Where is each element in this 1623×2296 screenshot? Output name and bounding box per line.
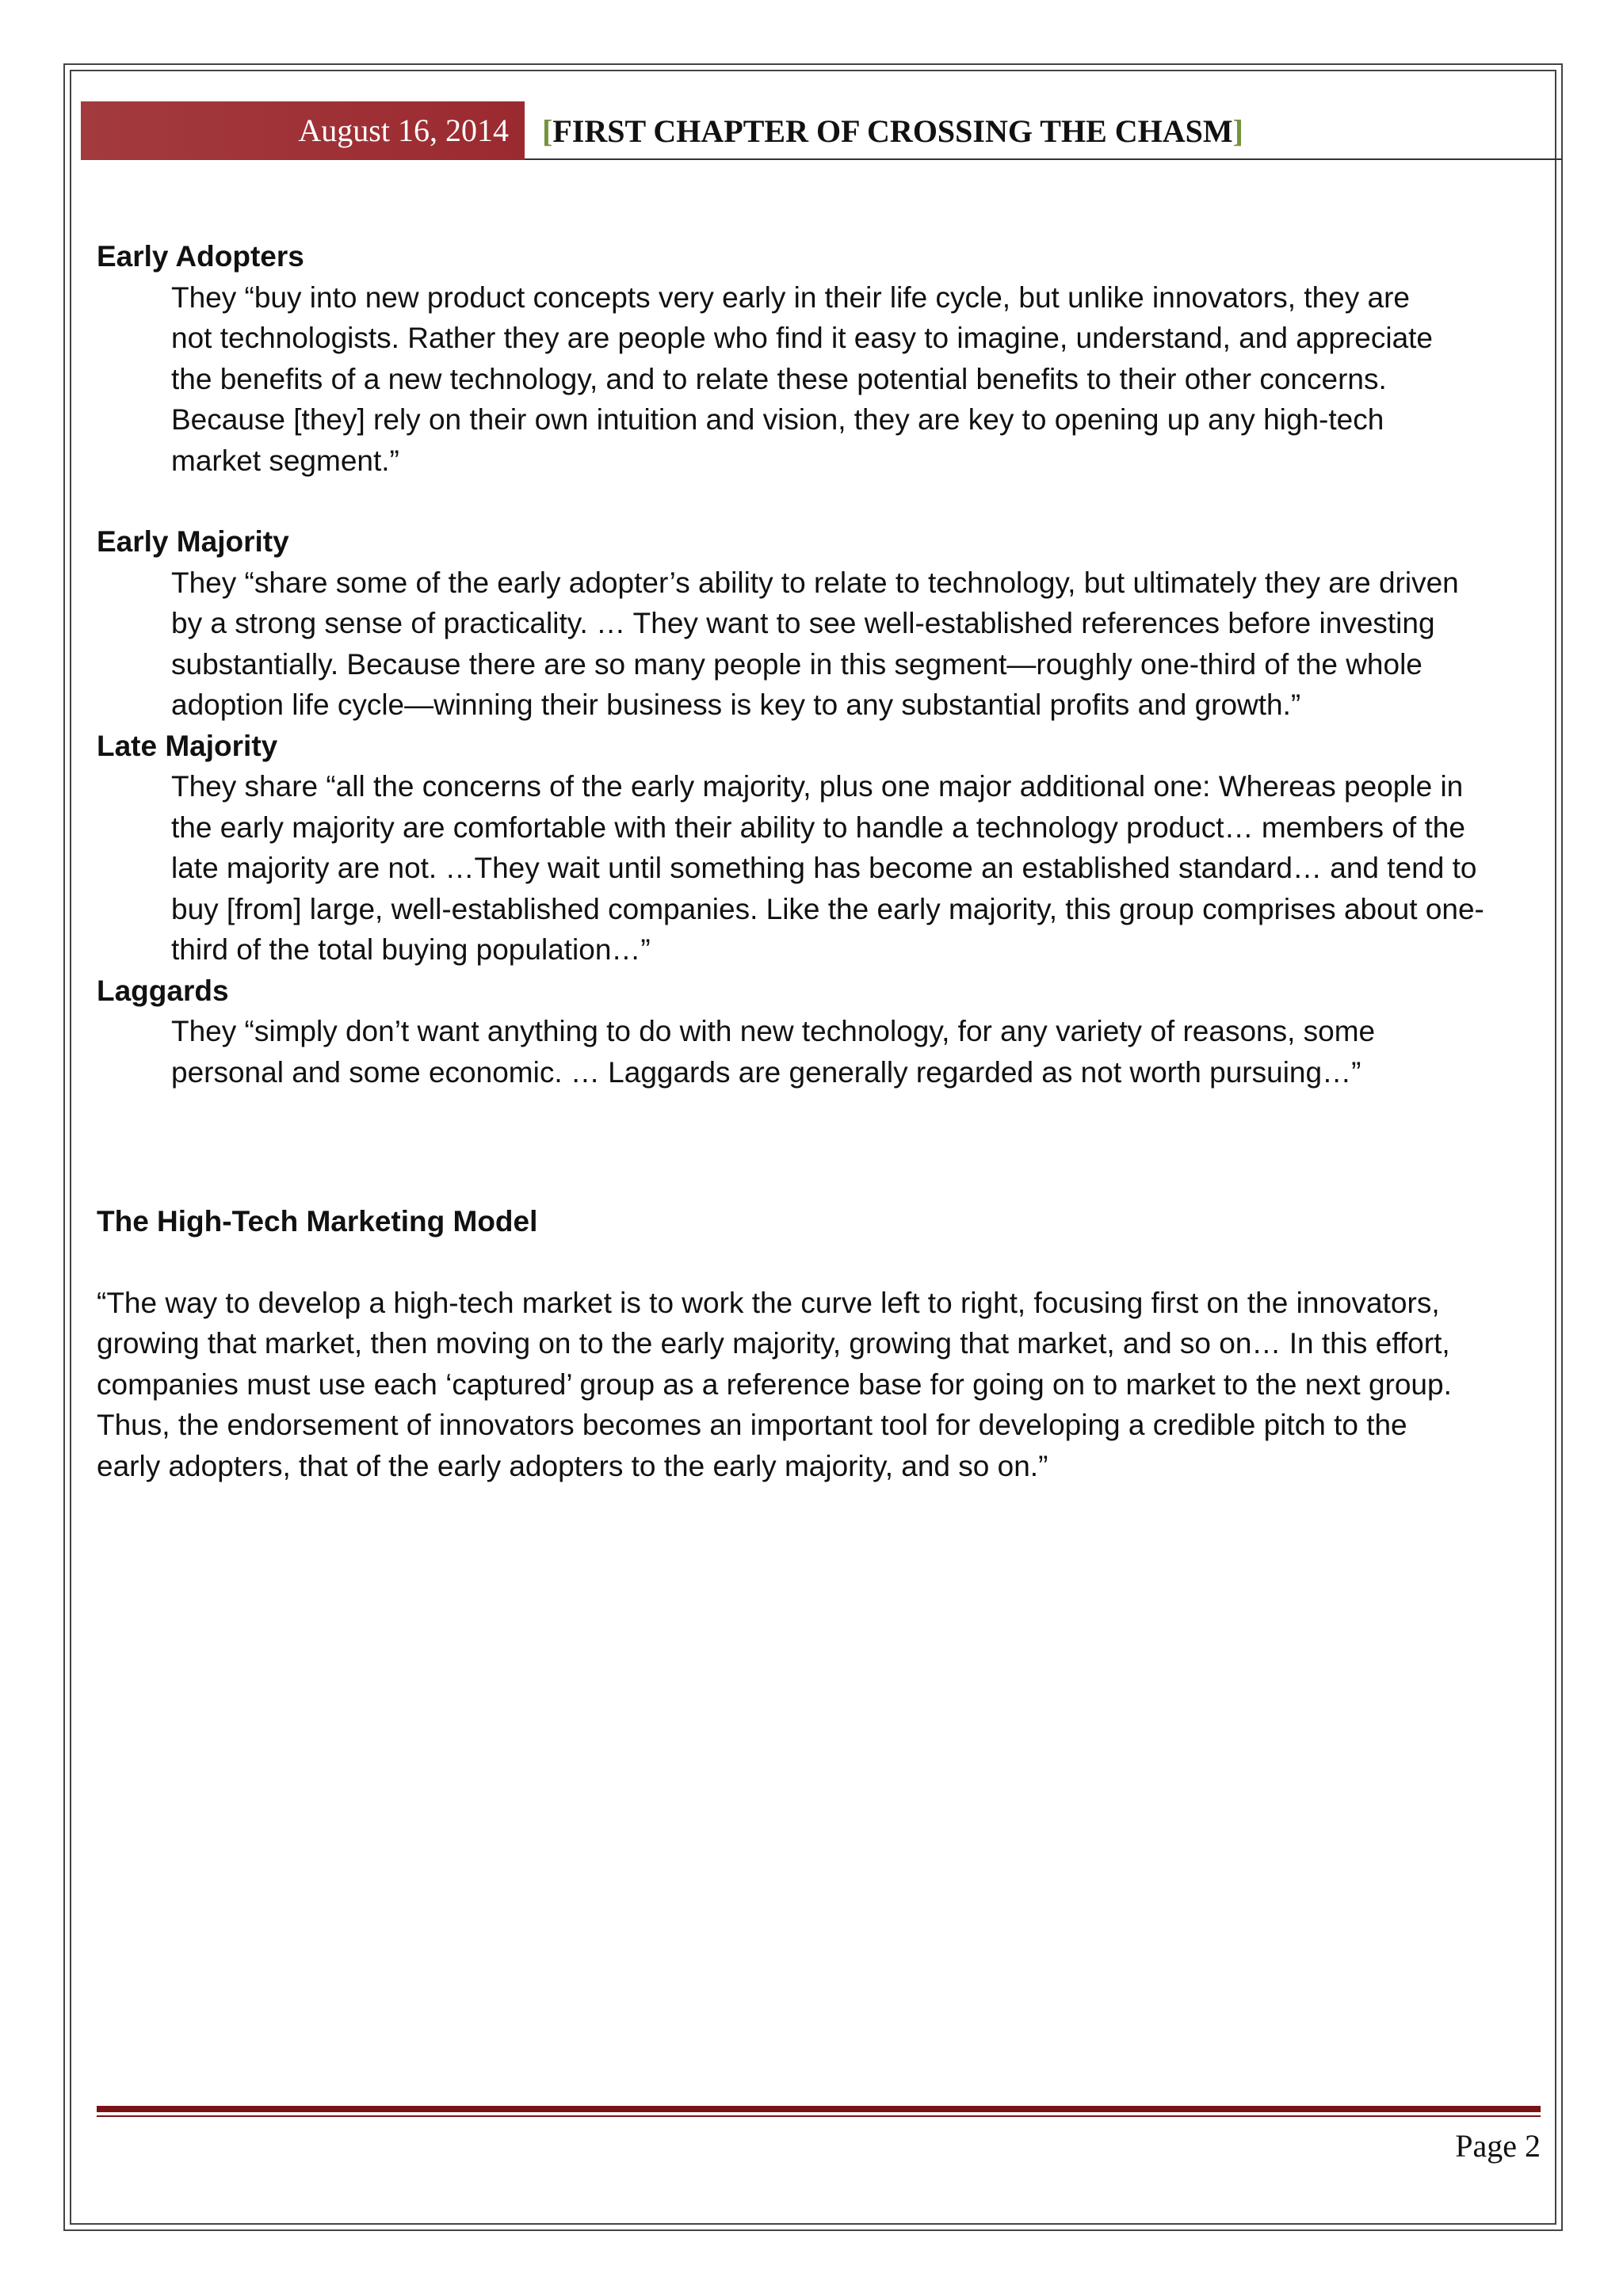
text-line: They “simply don’t want anything to do with new technology, for any variety of reasons, some (171, 1015, 1376, 1047)
text-line: They “buy into new product concepts very early in their life cycle, but unlike innovators, they are (171, 280, 1410, 314)
text-line: Because [they] rely on their own intuition and vision, they are key to opening up any high-tech (171, 403, 1384, 436)
text-line: personal and some economic. … Laggards are generally regarded as not worth pursuing…” (171, 1055, 1361, 1089)
text-line: growing that market, then moving on to the early majority, growing that market, and so on… In this effort, (97, 1327, 1450, 1360)
text-line: adoption life cycle—winning their business is key to any substantial profits and growth.” (171, 688, 1301, 721)
header-date: August 16, 2014 (81, 101, 525, 160)
text-line: by a strong sense of practicality. … They want to see well-established references before investing (171, 607, 1435, 639)
text-line: substantially. Because there are so many people in this segment—roughly one-third of the whole (171, 647, 1423, 681)
header-bracket-close: ] (1232, 113, 1243, 149)
spacer (97, 1093, 1539, 1201)
section-laggards-text (97, 1011, 1539, 1093)
text-line: third of the total buying population…” (171, 933, 651, 966)
text-line: companies must use each ‘captured’ group as a reference base for going on to market to the next group. (97, 1367, 1452, 1401)
section-early-adopters-text (97, 277, 1539, 482)
text-line: late majority are not. …They wait until something has become an established standard… and tend to (171, 852, 1477, 884)
header-title-block (542, 101, 1243, 160)
text-line: They share “all the concerns of the early majority, plus one major additional one: Whereas people in (171, 770, 1464, 803)
section-early-majority-text (97, 563, 1539, 726)
footer-divider-thin (97, 2115, 1541, 2117)
text-line: not technologists. Rather they are people who find it easy to imagine, understand, and appreciate (171, 322, 1434, 354)
text-line: market segment.” (171, 444, 399, 477)
heading-early-adopters: Early Adopters (97, 240, 304, 273)
heading-early-majority: Early Majority (97, 525, 289, 558)
text-line: buy [from] large, well-established companies. Like the early majority, this group comprises about one- (171, 892, 1484, 925)
spacer (97, 1242, 1539, 1283)
text-line: early adopters, that of the early adopters to the early majority, and so on.” (97, 1449, 1048, 1482)
page-number: Page 2 (1455, 2128, 1541, 2164)
text-line: the early majority are comfortable with their ability to handle a technology product… members of the (171, 810, 1465, 844)
footer-divider-thick (97, 2106, 1541, 2112)
header-bracket-open: [ (542, 113, 553, 149)
heading-late-majority: Late Majority (97, 729, 278, 762)
section-marketing-model-text (97, 1283, 1539, 1487)
text-line: They “share some of the early adopter’s ability to relate to technology, but ultimately they are driven (171, 566, 1459, 599)
text-line: “The way to develop a high-tech market is to work the curve left to right, focusing first on the innovators, (97, 1286, 1440, 1319)
text-line: Thus, the endorsement of innovators becomes an important tool for developing a credible pitch to the (97, 1409, 1407, 1441)
heading-laggards: Laggards (97, 974, 229, 1007)
section-late-majority-text (97, 766, 1539, 971)
text-line: the benefits of a new technology, and to relate these potential benefits to their other concerns. (171, 362, 1387, 395)
header-title: FIRST CHAPTER OF CROSSING THE CHASM (552, 113, 1233, 149)
heading-marketing-model: The High-Tech Marketing Model (97, 1205, 538, 1238)
spacer (97, 481, 1539, 521)
document-body (97, 236, 1539, 1486)
header-divider (525, 158, 1563, 160)
